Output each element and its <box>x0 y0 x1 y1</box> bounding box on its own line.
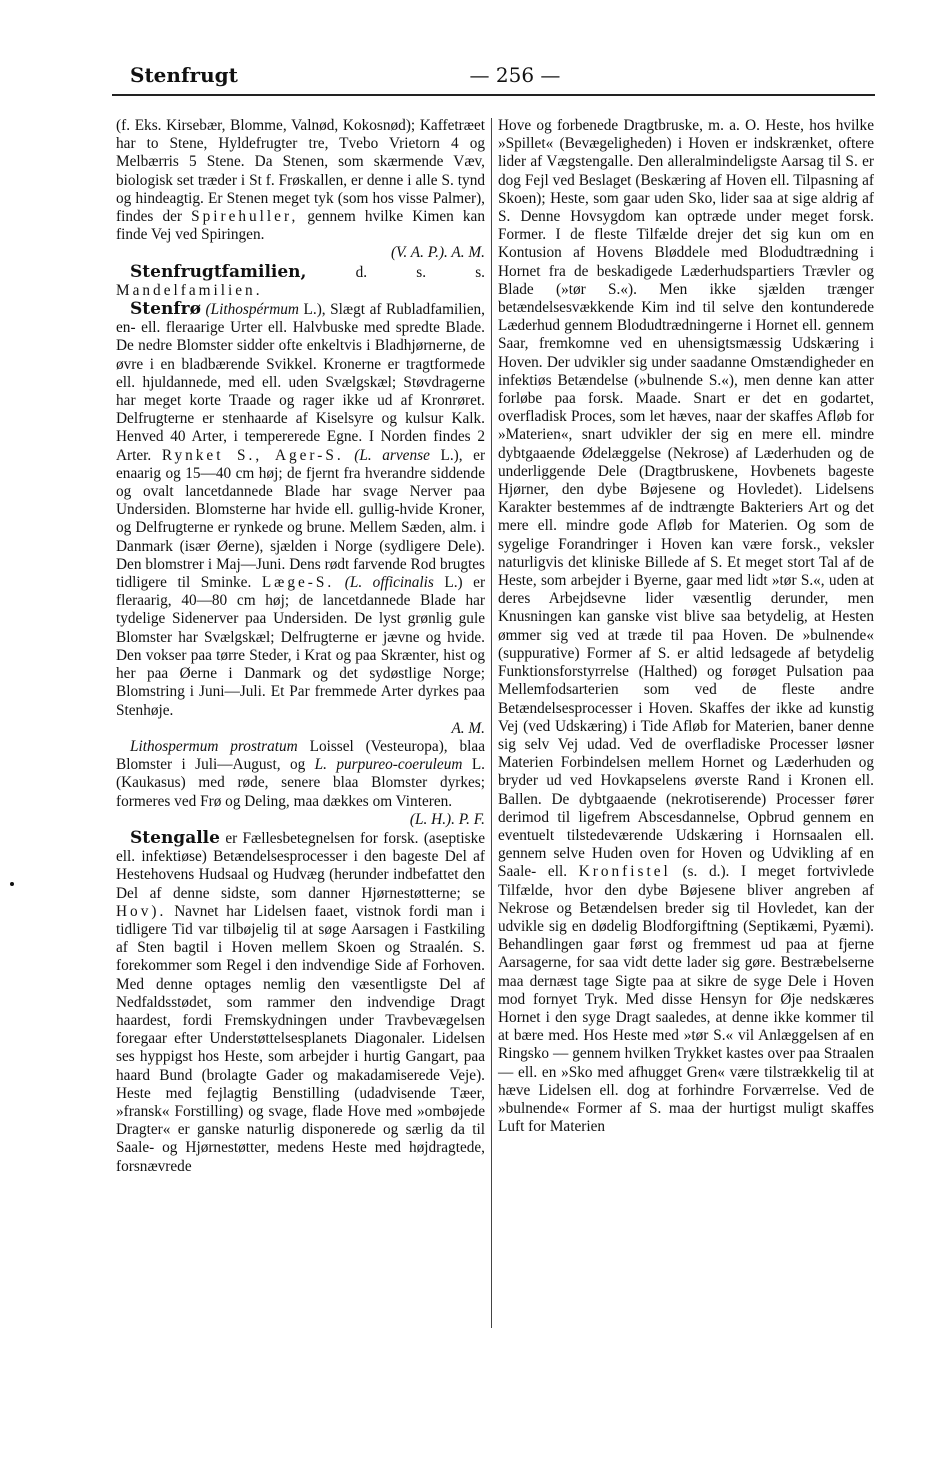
entry-lithospermum-cultivars <box>116 738 485 811</box>
text-span: L.), Slægt af Rubladfamilien, en- ell. fleraarige Urter ell. Halvbuske med spredte Blade. De nedre Blomster sidder ofte enkeltvis i Bladhjørnerne, de øvre i en bladbærende Svikkel. Kronerne er tragtformede ell. hjuldannede, med ell. uden Svælgskæl; Støvdragerne har meget korte Traade og rager ikke ud af Kronrøret. Delfrugterne er stenhaarde af Kiselsyre og kulsur Kalk. Henved 40 Arter, i tempererede Egne. I Norden findes 2 Arter. <box>116 301 485 464</box>
spaced-term: Mandelfamilien. <box>116 281 263 299</box>
text-span: (f. Eks. Kirsebær, Blomme, Valnød, Kokosnød); Kaffetræet har to Stene, Hyldefrugter tre, Tvebo Vrietorn 4 og Melbærris 5 Stene. Da Stenen, som skærmende Væv, biologisk set træder i St f. Frøskallen, er denne i alle S. tynd og hindeagtig. Er Stenen meget tyk (som hos visse Palmer), findes der <box>116 117 485 226</box>
spaced-term: Hov). <box>116 902 167 920</box>
latin-name: Lithospermum prostratum <box>130 737 298 755</box>
spaced-term: Rynket S., Ager-S. <box>161 446 344 464</box>
margin-dot <box>10 882 14 886</box>
right-column <box>498 117 874 1136</box>
text-span: d. s. s. <box>355 263 485 281</box>
spaced-term: Kronfistel <box>578 863 671 881</box>
page-number: — 256 — <box>469 63 561 87</box>
text-span: er Fællesbetegnelsen for forsk. (aseptiske ell. infektiøse) Betændelsesprocesser i den bageste Del af Hestehovens Hudsaal og Hudvæg (herunder indbefattet den Del af denne sidste, som danner Hjørnestøtterne; se <box>116 829 486 902</box>
entry-stenfrugt-continued <box>116 117 485 244</box>
text-span: L.) er fleraarig, 40—80 cm høj; de lancetdannede Blade har tydelige Sidenerver paa Undersiden. De lyst grønlig gule Blomster har Svælgskæl; Delfrugterne er jævne og hvide. Den vokser paa tørre Steder, i Krat og paa Skrænter, hist og her paa Øerne i Danmark og det sydøstlige Norge; Blomstring i Juni—Juli. Et Par fremmede Arter dyrkes paa Stenhøje. <box>116 574 486 719</box>
spaced-term: Spirehuller, <box>191 208 299 226</box>
text-span: Hove og forbenede Dragtbruske, m. a. O. Heste, hos hvilke »Spillet« (Bevægeligheden) i Hoven er indskrænket, oftere lider af Vægstengalle. Den alleralmindeligste Aarsag til S. er dog Fejl ved Beslaget (Beskæring af Hoven ell. Tilpasning af Skoen); Heste, som gaar uden Sko, lider saa at sige aldrig af S. Denne Hovsygdom kan optræde under meget forsk. Former. I de fleste Tilfælde drejer det sig kun om en Kontusion af Hovens Bløddele med Blodudtrædning i Hornet fra de beskadigede Læderhudspartiers Trævler og Blade (»tør S.«). Men ikke sjælden trænger betændelsesvækkende Kim ind til selve den kontunderede Læderhud gennem Blodudtrædningerne i Hornet ell. gennem Saar, fremkomne ved en uhensigtsmæssig Udskæring i Hoven. Der udvikler sig under saadanne Omstændigheder en infektiøs Betændelse (»bulnende S.«), men denne kan atter forløbe paa forsk. Maade. Snart er det en godartet, overfladisk Proces, som let hæves, naar der skaffes Afløb for »Materien«, snart udvikler der sig en mere ell. mindre dybtgaaende Ødelæggelse (Nekrose) af Læderhuden og de underliggende Dele (Dragtbruskene, Hovbenets bageste Hjørner, den dybe Bøjesene og Hovledet). Lidelsens Karakter bestemmes af de indtrængte Bakteriers Art og det mere ell. mindre gode Afløb for Materien. Og som de sygelige Forandringer i Hoven kan være forsk., veksler naturligvis det kliniske Billede af S. Et meget stort Tal af de Heste, som arbejder i Byerne, gaar med lidt »tør S.«, uden at deres Arbejdsevne lider væsentlig derunder, men Knusningen kan ganske vist blive saa betydelig, at Hesten ømmer sig ved at træde til paa Hoven. De »bulnende« (suppurative) Former af S. er altid ledsagede af betydelig Funktionsforstyrrelse (Halthed) og forøget Pulsation paa Mellemfodsarterien som ved de fleste andre Betændelsesprocesser i Hoven. Skaffes der ikke ad kunstig Vej (ved Udskæring) i Tide Afløb for Materien, baner denne sig selv Vej udad. Ved de overfladiske Processer løsner Materien Forbindelsen mellem Hornet og Læderhuden og bryder ud ved Hovkapselens øverste Rand i Kronen ell. Ballen. De dybtgaaende (nekrotiserende) Processer fører derimod til ligefrem Abscesdannelse, Opbrud gennem en eventuelt tilstedeværende Udskæring i Hornsaalen ell. gennem selve Huden oven for Hoven og Udvikling af en Saale- ell. <box>498 117 874 881</box>
text-span: gennem hvilke Kimen kan finde Vej ved Spiringen. <box>116 208 485 244</box>
author-signature: (V. A. P.). A. M. <box>390 244 485 262</box>
text-span: Loissel (Vesteuropa), blaa Blomster i Juli—August, og <box>116 737 485 774</box>
entry-stengalle-continued <box>498 117 874 1136</box>
latin-name: (L. officinalis <box>344 574 434 592</box>
page-header <box>130 60 875 94</box>
latin-name: (Lithospérmum <box>205 301 299 319</box>
latin-name: L. purpureo-coeruleum <box>314 756 463 774</box>
entry-stenfrugtfamilien <box>116 263 485 300</box>
running-title: Stenfrugt <box>130 63 238 87</box>
author-signature: (L. H.). P. F. <box>409 810 485 828</box>
header-rule <box>112 94 875 96</box>
latin-name: (L. arvense <box>354 446 430 464</box>
headword: Stenfrø <box>130 299 201 320</box>
column-divider <box>491 118 492 1328</box>
text-span: L. (Kaukasus) med røde, senere blaa Blomster dyrkes; formeres ved Frø og Deling, maa dækkes om Vinteren. <box>116 756 485 810</box>
entry-stenfro <box>116 300 485 720</box>
text-span: L.), er enaarig og 15—40 cm høj; de fjernt fra hverandre siddende og ovalt lancetdannede Blade har svage Nerver paa Undersiden. Blomsterne har hvide ell. gullig-hvide Kroner, og Delfrugterne er rynkede og brune. Mellem Sæden, alm. i Danmark (især Øerne), sjælden i Norge (sydligere Dele). Den blomstrer i Maj—Juni. Dens rødt farvende Rod brugtes tidligere til Sminke. <box>116 446 486 592</box>
entry-stengalle <box>116 829 485 1176</box>
author-signature: A. M. <box>451 719 485 737</box>
left-column <box>116 117 485 1176</box>
headword: Stengalle <box>130 827 220 848</box>
text-span: (s. d.). I meget fortvivlede Tilfælde, hvor den dybe Bøjesene bliver angreben af Nekrose og Betændelsen breder sig til Hovledet, kan der udvikle sig en dødelig Blodforgiftning (Septikæmi, Pyæmi). Behandlingen gaar først og fremmest ud paa at fjerne Aarsagerne, for saa vidt dette lader sig gøre. Bestræbelserne maa dernæst tage Sigte paa at sikre de syge Dele i Hoven mod fornyet Tryk. Med disse Hensyn for Øje nedskæres Hornet i den syge Dragt saaledes, at denne ikke kommer til at bære med. Hos Heste med »tør S.« vil Anlæggelsen af en Ringsko — gennem hvilken Trykket kastes over paa Straalen — ell. en »Sko med afhugget Gren« være tilstrækkelig til at hæve Lidelsen ell. dog at forhindre Forværrelse. Ved de »bulnende« Former af S. maa der hurtigst muligt skaffes Luft for Materien <box>498 863 874 1136</box>
spaced-term: Læge-S. <box>261 574 335 592</box>
headword: Stenfrugtfamilien, <box>130 261 307 282</box>
text-span: Navnet har Lidelsen faaet, vistnok fordi man i tidligere Tid var tilbøjelig til at søge Aarsagen i Fastkiling af Sten bagtil i Hoven mellem Skoen og Straalén. S. forekommer som Regel i den indvendige Side af Forhoven. Med denne optages nemlig den væsentligste Del af Nedfaldsstødet, som rammer den indvendige Dragt haardest, fordi Fremskydningen under Travbevægelsen foregaar efter Understøttelsesplanets Diagonaler. Lidelsen ses hyppigst hos Heste, som arbejder i hurtig Gangart, paa haard Bund (brolagte Gader og makadamiserede Veje). Heste med fejlagtig Benstilling (udadvisende Tæer, »fransk« Forstilling) og svage, flade Hove med »ombøjede Dragter« er ganske naturlig disponerede og særlig da til Saale- og Hjørnestøtter, medens Heste med højdragtede, forsnævrede <box>116 902 485 1175</box>
